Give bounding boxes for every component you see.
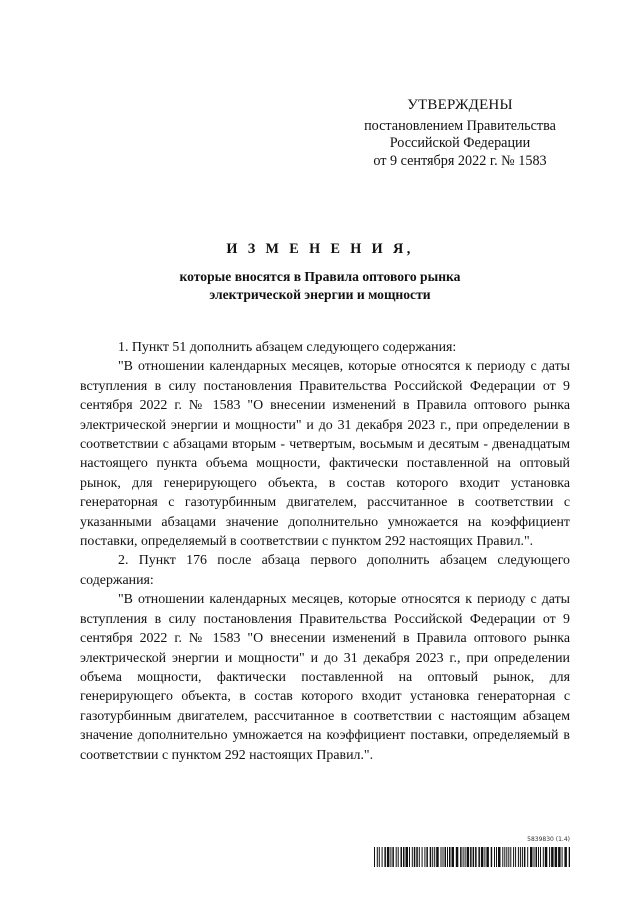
approval-heading: УТВЕРЖДЕНЫ: [407, 97, 513, 113]
barcode-number: 5839830 (1.4): [527, 836, 570, 843]
paragraph-item-1: 1. Пункт 51 дополнить абзацем следующего содержания:: [118, 340, 457, 355]
paragraph-item-2: 2. Пункт 176 после абзаца первого дополнить абзацем следующего содержания:: [80, 553, 570, 588]
approval-block: [340, 97, 580, 170]
document-body: [80, 338, 570, 765]
barcode-block: [374, 836, 570, 868]
paragraph-item-2-text: "В отношении календарных месяцев, которые относятся к периоду с даты вступления в силу постановления Правительства Российской Федерации от 9 сентября 2022 г. № 1583 "О внесении изменений в Правила оптового рынка электрической энергии и мощности" и до 31 декабря 2023 г., при определении объема мощности, фактически поставленной на оптовый рынок, для генерирующего объекта, в состав которого входит установка генераторная с газотурбинным двигателем, рассчитанное в соответствии с настоящим абзацем значение дополнительно умножается на коэффициент поставки, определяемый в соответствии с пунктом 292 настоящих Правил.".: [80, 592, 570, 763]
subtitle-line-2: электрической энергии и мощности: [209, 286, 431, 302]
document-subtitle: [0, 268, 640, 303]
paragraph-item-1-text: "В отношении календарных месяцев, которые относятся к периоду с даты вступления в силу постановления Правительства Российской Федерации от 9 сентября 2022 г. № 1583 "О внесении изменений в Правила оптового рынка электрической энергии и мощности" и до 31 декабря 2023 г., при определении в соответствии с абзацами вторым - четвертым, восьмым и десятым - двенадцатым настоящего пункта объема мощности, фактически поставленной на оптовый рынок, для генерирующего объекта, в состав которого входит установка генераторная с газотурбинным двигателем, рассчитанное в соответствии с указанными абзацами значение дополнительно умножается на коэффициент поставки, определяемый в соответствии с пунктом 292 настоящих Правил.".: [80, 359, 570, 550]
subtitle-line-1: которые вносятся в Правила оптового рынка: [179, 269, 461, 284]
approval-line-2: Российской Федерации: [389, 135, 531, 151]
document-title: И З М Е Н Е Н И Я,: [226, 241, 414, 257]
barcode-image: [374, 847, 570, 867]
approval-line-3: от 9 сентября 2022 г. № 1583: [373, 152, 547, 169]
approval-line-1: постановлением Правительства: [364, 117, 556, 134]
